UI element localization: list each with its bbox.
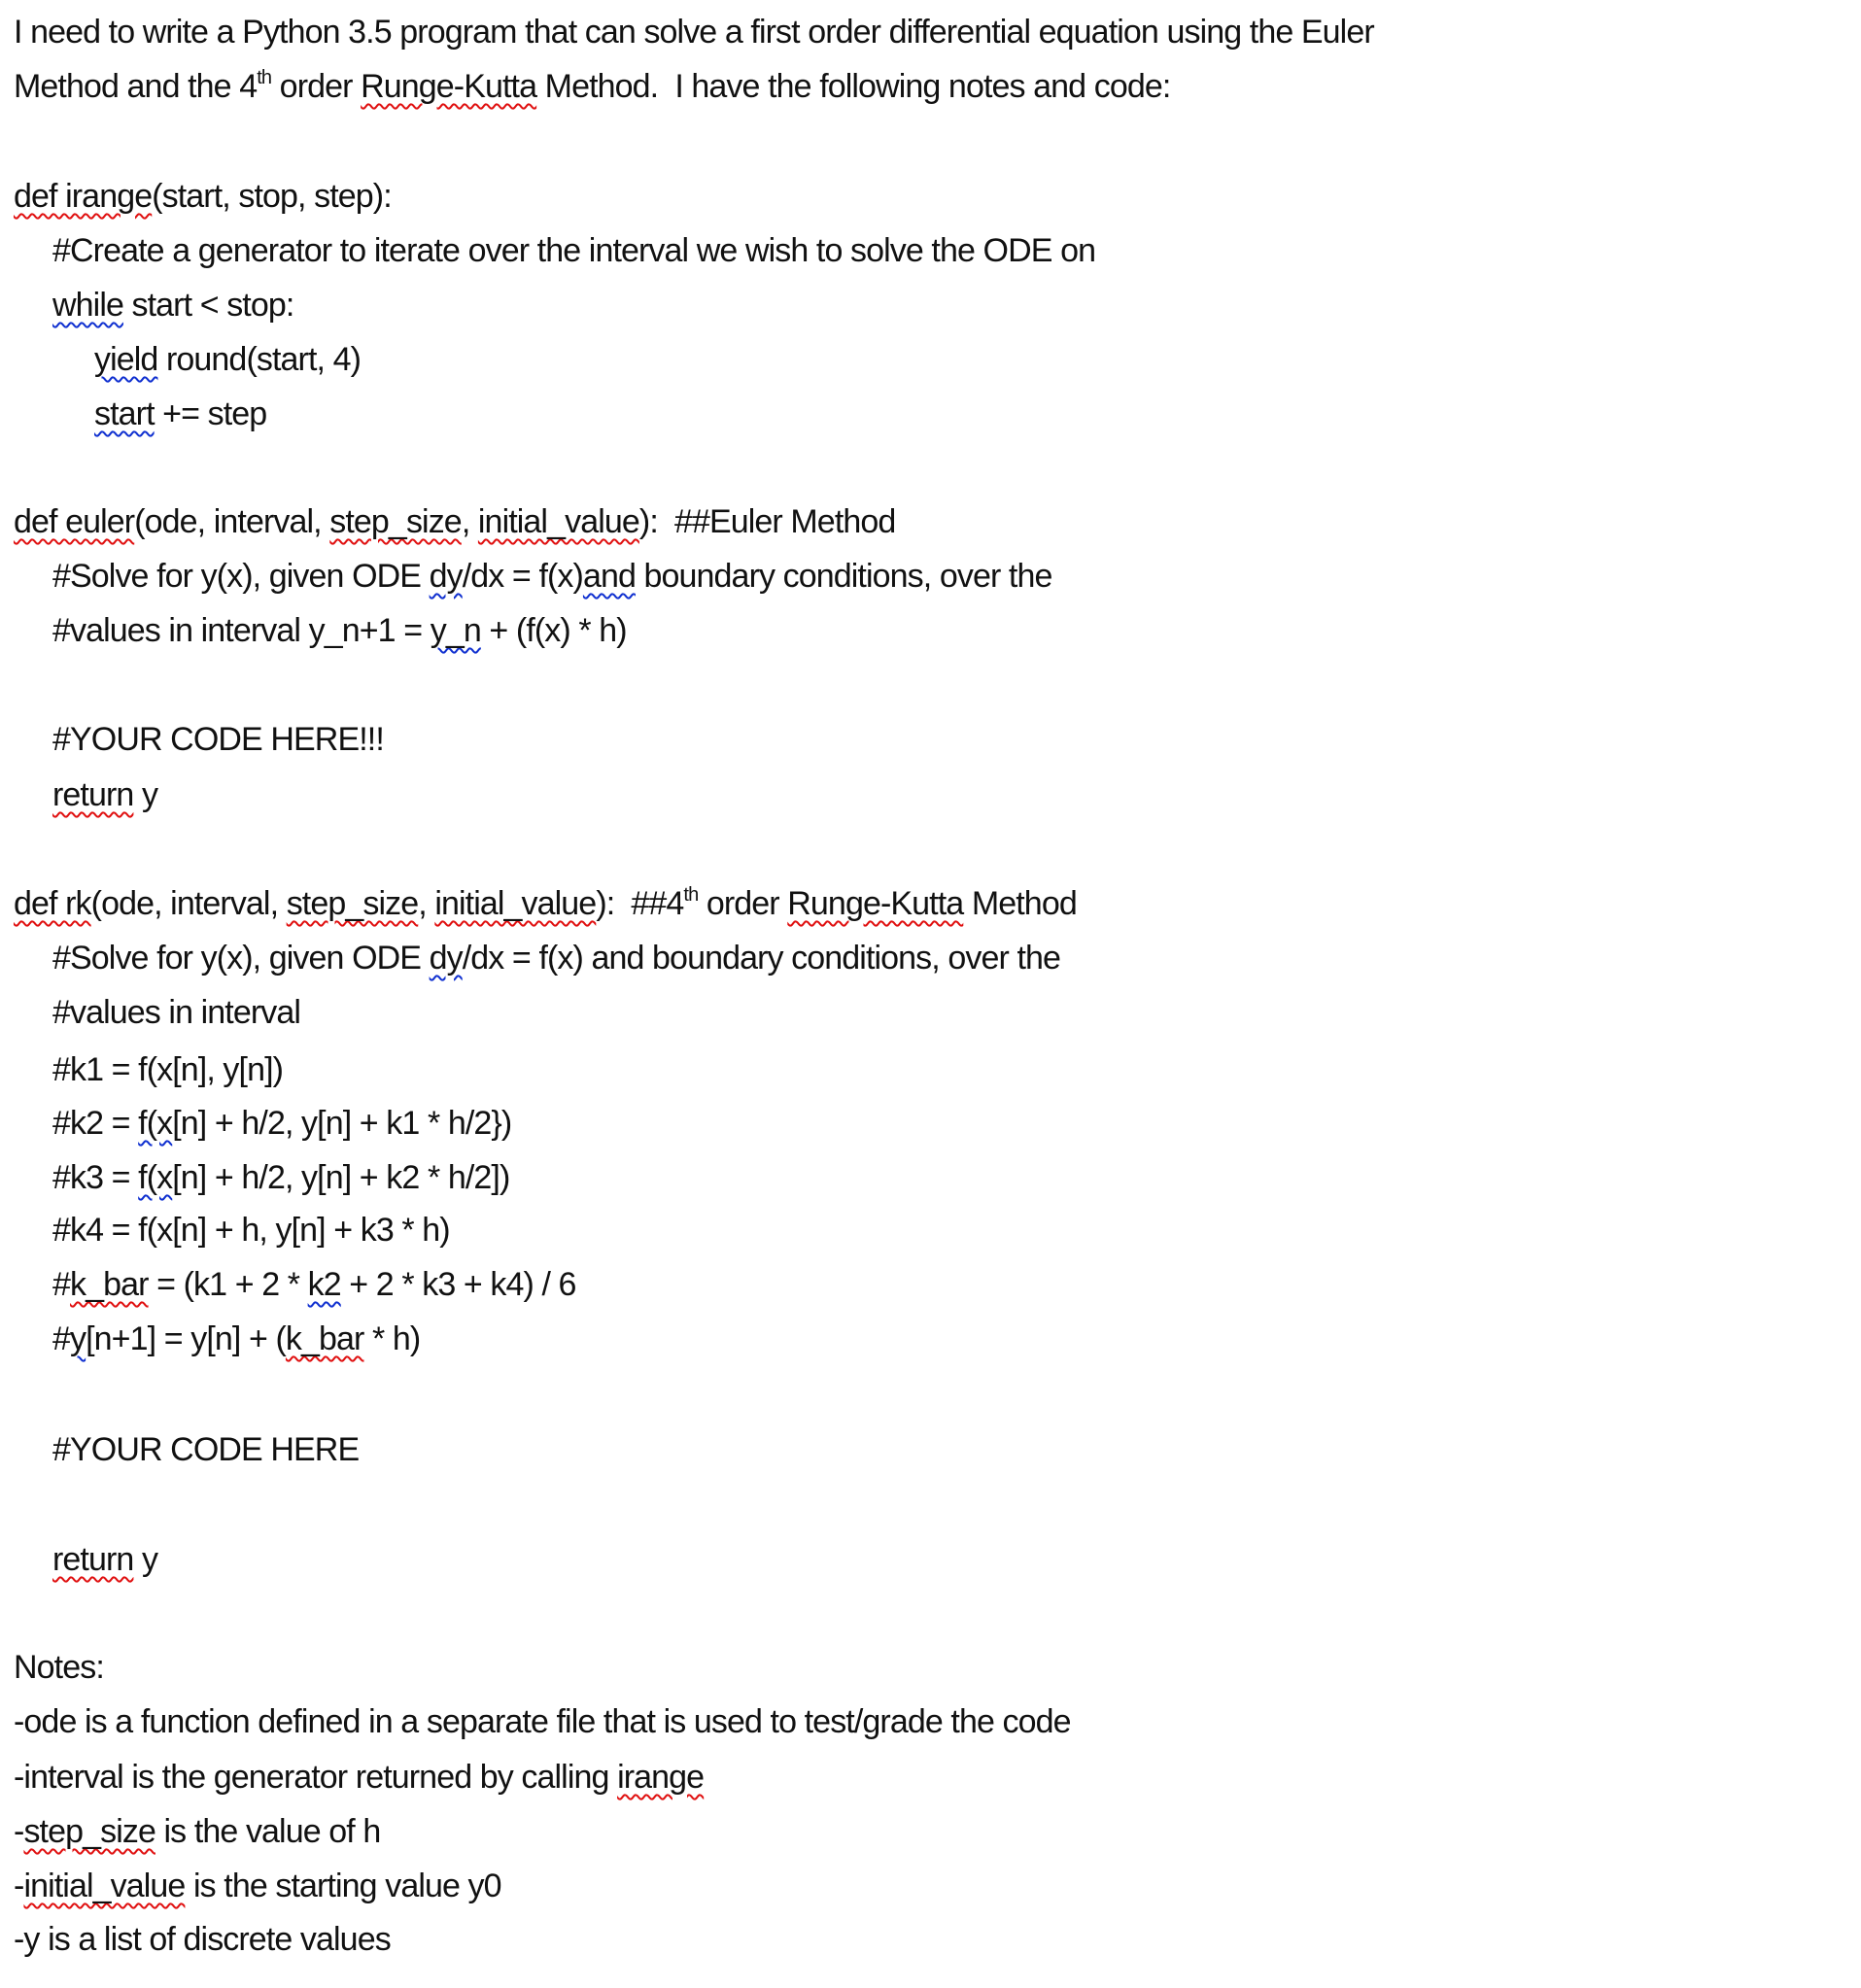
grammar-flag-text: and (582, 558, 636, 595)
text-line (14, 884, 1077, 923)
text-segment: round(start, 4) (157, 341, 362, 378)
superscript-text: th (257, 67, 272, 88)
text-segment: -ode is a function defined in a separate file that is used to test/grade the code (14, 1703, 1071, 1740)
text-line (52, 993, 300, 1032)
text-line (52, 1430, 359, 1469)
spelling-error-text: step_size (23, 1813, 155, 1850)
text-segment: [n] + h/2, y[n] + k1 * h/2}) (172, 1105, 512, 1142)
grammar-flag-text: dy (429, 940, 463, 977)
grammar-flag-text: start (94, 395, 155, 432)
text-line (52, 231, 1095, 270)
spelling-error-text: k_bar (285, 1320, 364, 1357)
text-segment: #Solve for y(x), given ODE (52, 558, 430, 595)
text-segment: #Create a generator to iterate over the interval we wish to solve the ODE on (52, 232, 1096, 269)
text-segment: order (271, 68, 362, 105)
text-line (52, 939, 1060, 977)
text-line (52, 1320, 420, 1358)
text-line (14, 1920, 391, 1959)
grammar-flag-text: y_n (430, 612, 481, 649)
spelling-error-text: Runge-Kutta (787, 885, 964, 922)
spelling-error-text: initial_value (477, 503, 639, 540)
text-segment: [n] + h/2, y[n] + k2 * h/2]) (172, 1159, 510, 1196)
text-segment: -y is a list of discrete values (14, 1921, 391, 1958)
spelling-error-text: def rk (14, 885, 91, 922)
text-line (52, 1158, 509, 1197)
text-segment: #Solve for y(x), given ODE (52, 940, 430, 977)
superscript-text: th (683, 884, 699, 906)
text-segment: , (418, 885, 435, 922)
text-segment: start < stop: (122, 287, 294, 324)
text-line (14, 13, 1374, 51)
spelling-error-text: initial_value (434, 885, 597, 922)
text-segment: is the starting value y0 (185, 1868, 501, 1904)
text-segment: Method. I have the following notes and code: (536, 68, 1171, 105)
text-line (52, 1211, 450, 1250)
text-segment: is the value of h (155, 1813, 381, 1850)
text-segment: #k1 = f(x[n], y[n]) (52, 1051, 284, 1088)
text-segment: += step (154, 395, 267, 432)
spelling-error-text: return (52, 776, 134, 813)
text-line (94, 394, 266, 433)
text-line (52, 557, 1051, 596)
text-segment: - (14, 1813, 24, 1850)
spelling-error-text: step_size (286, 885, 419, 922)
text-segment: boundary conditions, over the (635, 558, 1052, 595)
text-segment: #k3 = (52, 1159, 139, 1196)
text-line (14, 177, 392, 216)
text-line (52, 286, 293, 325)
text-segment: Notes: (14, 1649, 104, 1686)
text-line (52, 775, 157, 814)
spelling-error-text: def irange (14, 178, 153, 215)
spelling-error-text: irange (617, 1759, 705, 1796)
text-line (14, 67, 1170, 106)
text-line (14, 1867, 501, 1905)
text-segment: , (461, 503, 478, 540)
text-segment: (start, stop, step): (152, 178, 392, 215)
text-segment: #YOUR CODE HERE (52, 1431, 360, 1468)
text-segment: I need to write a Python 3.5 program that can solve a first order differential equation using the Euler (14, 14, 1374, 51)
text-segment: # (52, 1266, 71, 1303)
text-segment: (ode, interval, (90, 885, 287, 922)
text-segment: #k2 = (52, 1105, 139, 1142)
grammar-flag-text: f(x (138, 1105, 173, 1142)
text-segment: = (k1 + 2 * (148, 1266, 308, 1303)
text-line (52, 720, 384, 759)
text-line (14, 1648, 104, 1687)
text-segment: #k4 = f(x[n] + h, y[n] + k3 * h) (52, 1212, 450, 1249)
text-segment: Method and the 4 (14, 68, 258, 105)
text-segment: + 2 * k3 + k4) / 6 (340, 1266, 576, 1303)
spelling-error-text: initial_value (23, 1868, 186, 1904)
text-line (52, 1540, 157, 1579)
text-line (52, 1050, 283, 1089)
text-segment: * h) (363, 1320, 421, 1357)
spelling-error-text: Runge-Kutta (361, 68, 537, 105)
grammar-flag-text: k2 (307, 1266, 341, 1303)
text-segment: # (52, 1320, 71, 1357)
text-segment: [n+1] = y[n] + ( (86, 1320, 286, 1357)
text-segment: order (698, 885, 788, 922)
text-segment: (ode, interval, (134, 503, 330, 540)
text-line (52, 1104, 511, 1143)
spelling-error-text: def euler (14, 503, 135, 540)
text-segment: Method (963, 885, 1077, 922)
text-segment: -interval is the generator returned by calling (14, 1759, 618, 1796)
grammar-flag-text: f(x (138, 1159, 173, 1196)
text-line (14, 1812, 380, 1851)
text-segment: + (f(x) * h) (480, 612, 627, 649)
grammar-flag-text: while (52, 287, 123, 324)
text-segment: - (14, 1868, 24, 1904)
grammar-flag-text: y (70, 1320, 86, 1357)
text-segment: #YOUR CODE HERE!!! (52, 721, 384, 758)
text-line (94, 340, 361, 379)
text-segment: ): ##4 (596, 885, 684, 922)
text-line (52, 611, 627, 650)
grammar-flag-text: yield (94, 341, 158, 378)
text-segment: /dx = f(x) and boundary conditions, over the (462, 940, 1061, 977)
spelling-error-text: k_bar (70, 1266, 149, 1303)
text-segment: #values in interval (52, 994, 301, 1031)
text-segment: /dx = f(x) (462, 558, 583, 595)
grammar-flag-text: dy (429, 558, 463, 595)
text-segment: y (133, 776, 158, 813)
text-segment: #values in interval y_n+1 = (52, 612, 431, 649)
text-line (14, 1702, 1071, 1741)
text-segment: ): ##Euler Method (638, 503, 896, 540)
text-line (52, 1265, 576, 1304)
text-line (14, 1758, 704, 1797)
spelling-error-text: return (52, 1541, 134, 1578)
spelling-error-text: step_size (329, 503, 462, 540)
text-segment: y (133, 1541, 158, 1578)
text-line (14, 502, 895, 541)
